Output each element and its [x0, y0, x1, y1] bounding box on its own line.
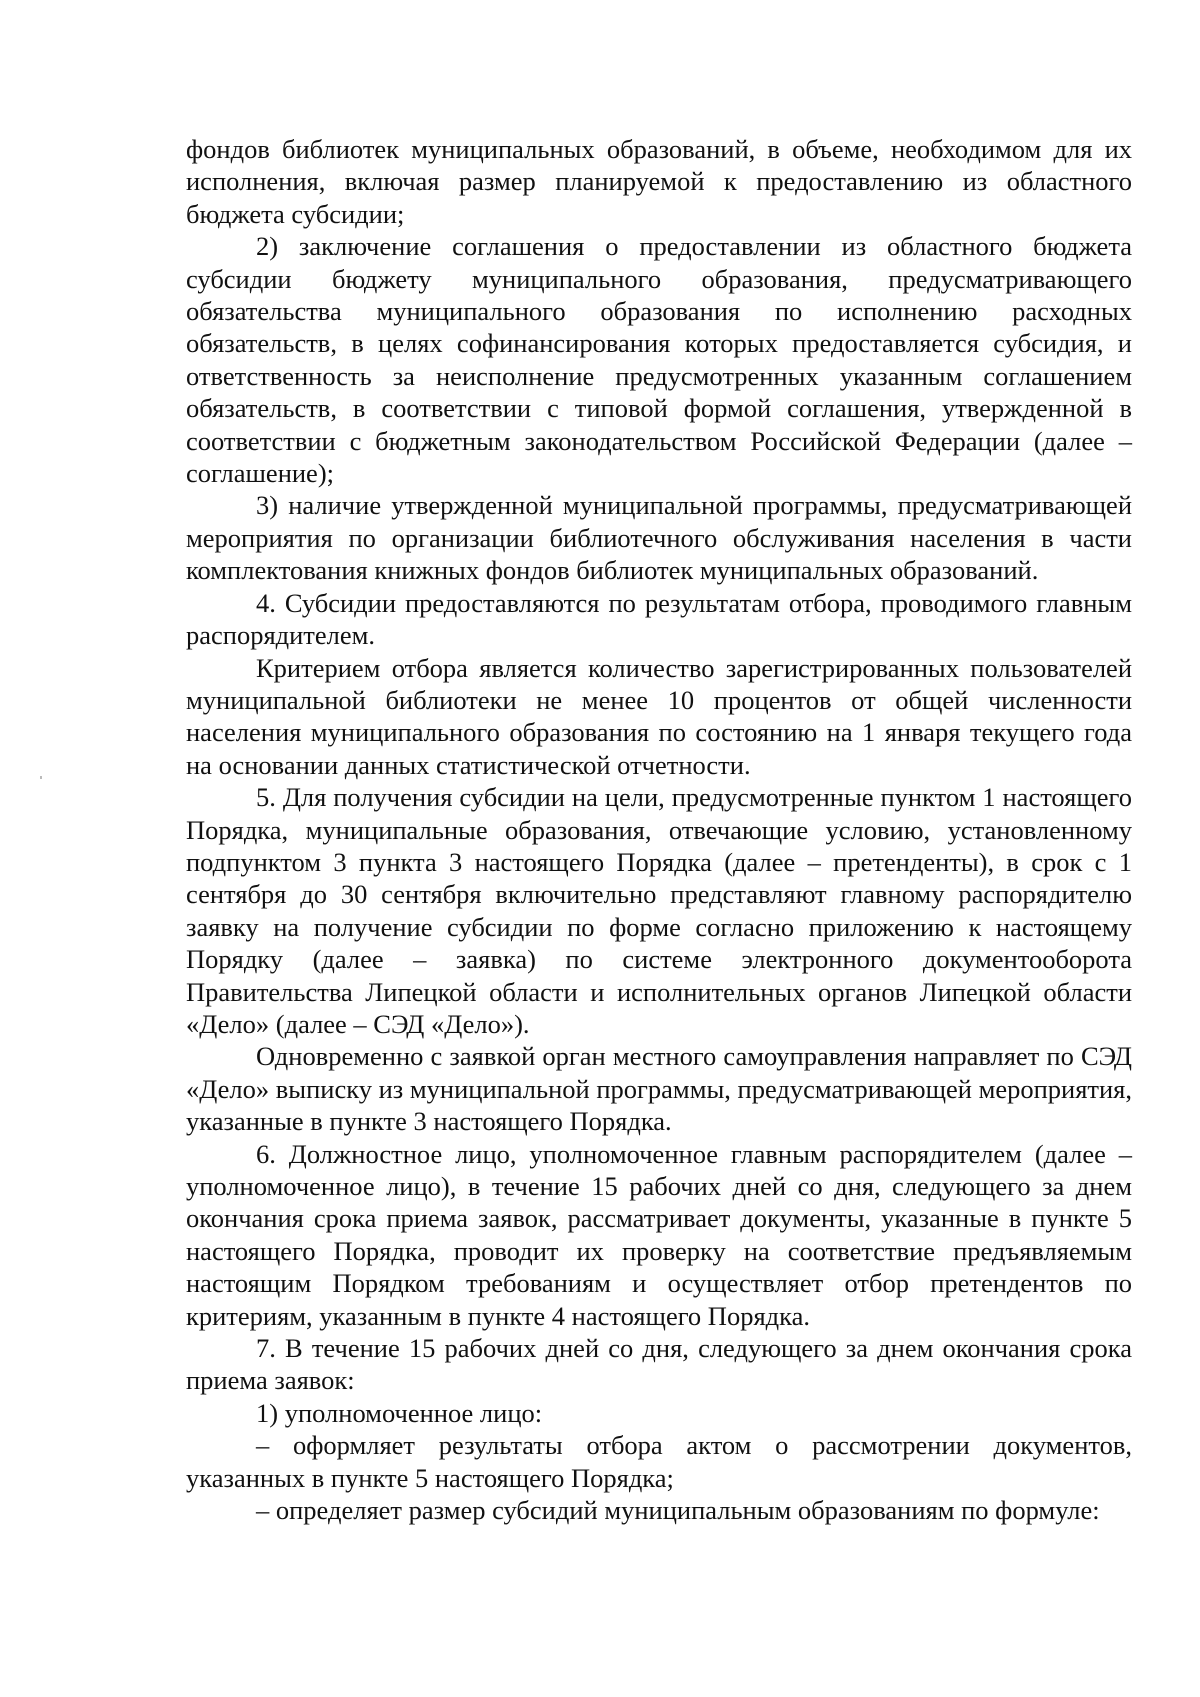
- paragraph-item-7: 7. В течение 15 рабочих дней со дня, следующего за днем окончания срока приема заявок:: [186, 1333, 1132, 1396]
- paragraph-item-5: 5. Для получения субсидии на цели, предусмотренные пунктом 1 настоящего Порядка, муниципальные образования, отвечающие условию, установленному подпунктом 3 пункта 3 настоящего Порядка (далее – претенденты), в срок с 1 сентября до 30 сентября включительно представляют главному распорядителю заявку на получение субсидии по форме согласно приложению к настоящему Порядку (далее – заявка) по системе электронного документооборота Правительства Липецкой области и исполнительных органов Липецкой области «Дело» (далее – СЭД «Дело»).: [186, 782, 1132, 1039]
- paragraph-item-4: 4. Субсидии предоставляются по результатам отбора, проводимого главным распорядителем.: [186, 587, 1132, 651]
- paragraph-dash-act: – оформляет результаты отбора актом о рассмотрении документов, указанных в пункте 5 настоящего Порядка;: [186, 1430, 1132, 1493]
- paragraph-dash-formula: – определяет размер субсидий муниципальным образованиям по формуле:: [256, 1495, 1100, 1526]
- paragraph-program-extract: Одновременно с заявкой орган местного самоуправления направляет по СЭД «Дело» выписку из муниципальной программы, предусматривающей мероприятия, указанные в пункте 3 настоящего Порядка.: [186, 1041, 1132, 1137]
- paragraph-subitem-7-1: 1) уполномоченное лицо:: [256, 1397, 543, 1428]
- scan-speck: [40, 776, 42, 779]
- document-body: [186, 133, 1132, 1526]
- paragraph-selection-criterion: Критерием отбора является количество зарегистрированных пользователей муниципальной библиотеки не менее 10 процентов от общей численности населения муниципального образования по состоянию на 1 января текущего года на основании данных статистической отчетности.: [186, 652, 1132, 780]
- paragraph-subitem-2: 2) заключение соглашения о предоставлении из областного бюджета субсидии бюджету муниципального образования, предусматривающего обязательства муниципального образования по исполнению расходных обязательств, в целях софинансирования которых предоставляется субсидия, и ответственность за неисполнение предусмотренных указанным соглашением обязательств, в соответствии с типовой формой соглашения, утвержденной в соответствии с бюджетным законодательством Российской Федерации (далее – соглашение);: [186, 231, 1132, 489]
- paragraph-item-6: 6. Должностное лицо, уполномоченное главным распорядителем (далее – уполномоченное лицо), в течение 15 рабочих дней со дня, следующего за днем окончания срока приема заявок, рассматривает документы, указанные в пункте 5 настоящего Порядка, проводит их проверку на соответствие предъявляемым настоящим Порядком требованиям и осуществляет отбор претендентов по критериям, указанным в пункте 4 настоящего Порядка.: [186, 1138, 1132, 1331]
- paragraph-subitem-3: 3) наличие утвержденной муниципальной программы, предусматривающей мероприятия по организации библиотечного обслуживания населения в части комплектования книжных фондов библиотек муниципальных образований.: [186, 490, 1132, 586]
- paragraph-continuation: фондов библиотек муниципальных образований, в объеме, необходимом для их исполнения, включая размер планируемой к предоставлению из областного бюджета субсидии;: [186, 134, 1132, 229]
